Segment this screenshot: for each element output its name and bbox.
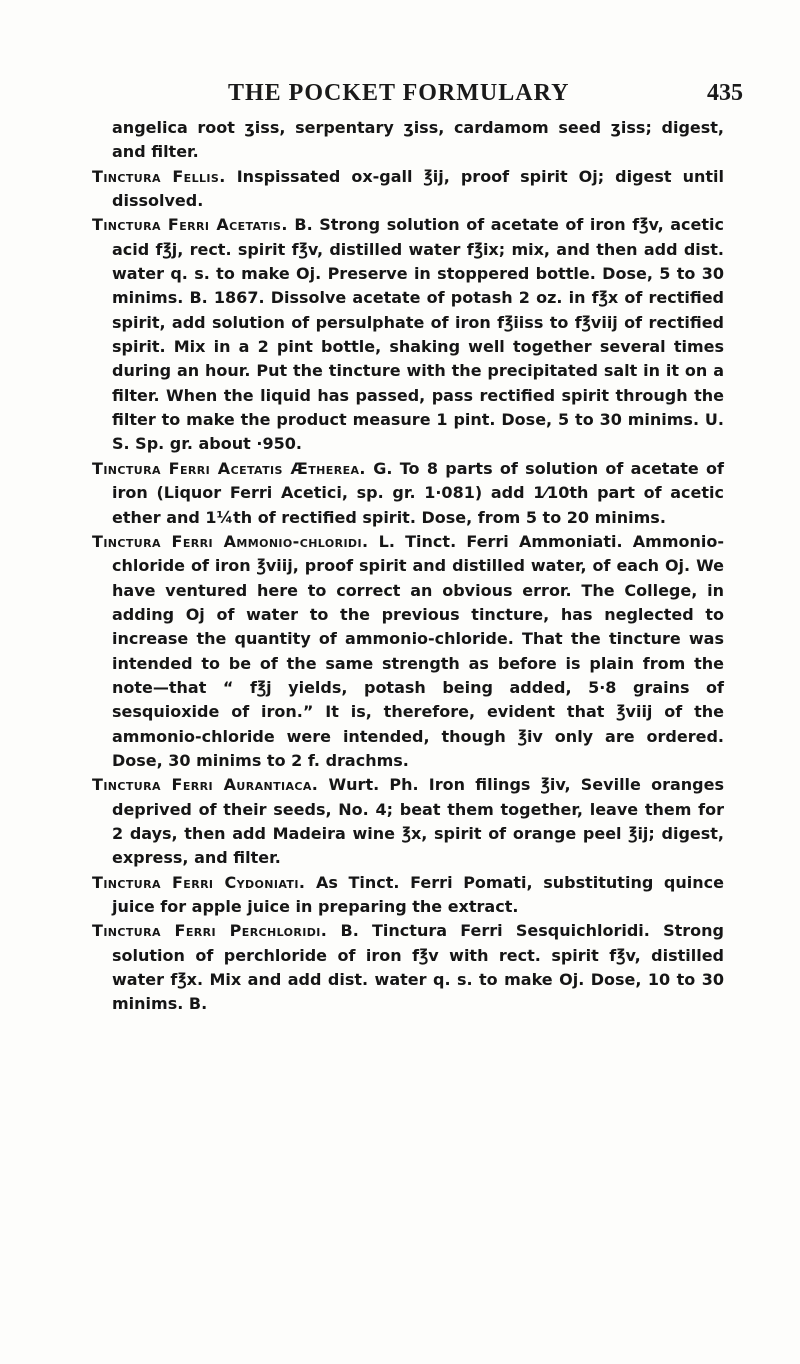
- entry-tinctura-ferri-acetatis-aetherea: [92, 457, 724, 530]
- entry-heading: Tinctura Ferri Cydoniati.: [92, 872, 306, 892]
- entry-text: B. Strong solution of acetate of iron f℥v, acetic acid f℥j, rect. spirit f℥v, distilled water f℥ix; mix, and then add dist. water q. s. to make Oj. Preserve in stoppered bottle. Dose, 5 to 30 minims. B. 1867. Dissolve acetate of potash 2 oz. in f℥x of rectified spirit, add solution of persulphate of iron f℥iiss to f℥viij of rectified spirit. Mix in a 2 pint bottle, shaking well together several times during an hour. Put the tincture with the precipitated salt in it on a filter. When the liquid has passed, pass rectified spirit through the filter to make the product measure 1 pint. Dose, 5 to 30 minims. U. S. Sp. gr. about ·950.: [112, 215, 724, 454]
- entry-continuation: [92, 116, 724, 165]
- formulary-entries: [92, 116, 724, 1017]
- page-number: 435: [707, 80, 743, 106]
- entry-text: L. Tinct. Ferri Ammoniati. Ammonio-chloride of iron ℥viij, proof spirit and distilled water, of each Oj. We have ventured here to correct an obvious error. The College, in adding Oj of water to the previous tincture, has neglected to increase the quantity of ammonio-chloride. That the tincture was intended to be of the same strength as before is plain from the note—that “ f℥j yields, potash being added, 5·8 grains of sesquioxide of iron.” It is, therefore, evident that ℥viij of the ammonio-chloride were intended, though ℥iv only are ordered. Dose, 30 minims to 2 f. drachms.: [112, 531, 724, 770]
- entry-text: B. Tinctura Ferri Sesquichloridi. Strong solution of perchloride of iron f℥v with rect. spirit f℥v, distilled water f℥x. Mix and add dist. water q. s. to make Oj. Dose, 10 to 30 minims. B.: [112, 921, 724, 1014]
- entry-text: Inspissated ox-gall ℥ij, proof spirit Oj; digest until dissolved.: [112, 166, 725, 211]
- entry-heading: Tinctura Fellis.: [92, 166, 226, 186]
- entry-tinctura-ferri-perchloridi: [92, 919, 724, 1016]
- entry-heading: Tinctura Ferri Perchloridi.: [92, 921, 328, 941]
- entry-text: Wurt. Ph. Iron filings ℥iv, Seville oranges deprived of their seeds, No. 4; beat them together, leave them for 2 days, then add Madeira wine ℥x, spirit of orange peel ℥ij; digest, express, and filter.: [112, 775, 725, 868]
- entry-heading: Tinctura Ferri Aurantiaca.: [92, 775, 319, 795]
- entry-heading: Tinctura Ferri Ammonio-chloridi.: [92, 531, 369, 551]
- entry-heading: Tinctura Ferri Acetatis Ætherea.: [92, 458, 366, 478]
- running-head: [0, 80, 800, 116]
- entry-tinctura-fellis: [92, 165, 724, 214]
- entry-tinctura-ferri-cydoniati: [92, 871, 724, 920]
- entry-tinctura-ferri-aurantiaca: [92, 773, 724, 870]
- running-title: THE POCKET FORMULARY: [228, 80, 570, 106]
- entry-text: angelica root ʒiss, serpentary ʒiss, cardamom seed ʒiss; digest, and filter.: [112, 118, 724, 162]
- entry-text: G. To 8 parts of solution of acetate of iron (Liquor Ferri Acetici, sp. gr. 1·081) add 1⁄10th part of acetic ether and 1¼th of rectified spirit. Dose, from 5 to 20 minims.: [112, 458, 725, 527]
- entry-heading: Tinctura Ferri Acetatis.: [92, 215, 288, 235]
- entry-tinctura-ferri-acetatis: [92, 213, 724, 456]
- entry-text: As Tinct. Ferri Pomati, substituting quince juice for apple juice in preparing the extract.: [112, 872, 724, 916]
- entry-tinctura-ferri-ammonio-chloridi: [92, 530, 724, 773]
